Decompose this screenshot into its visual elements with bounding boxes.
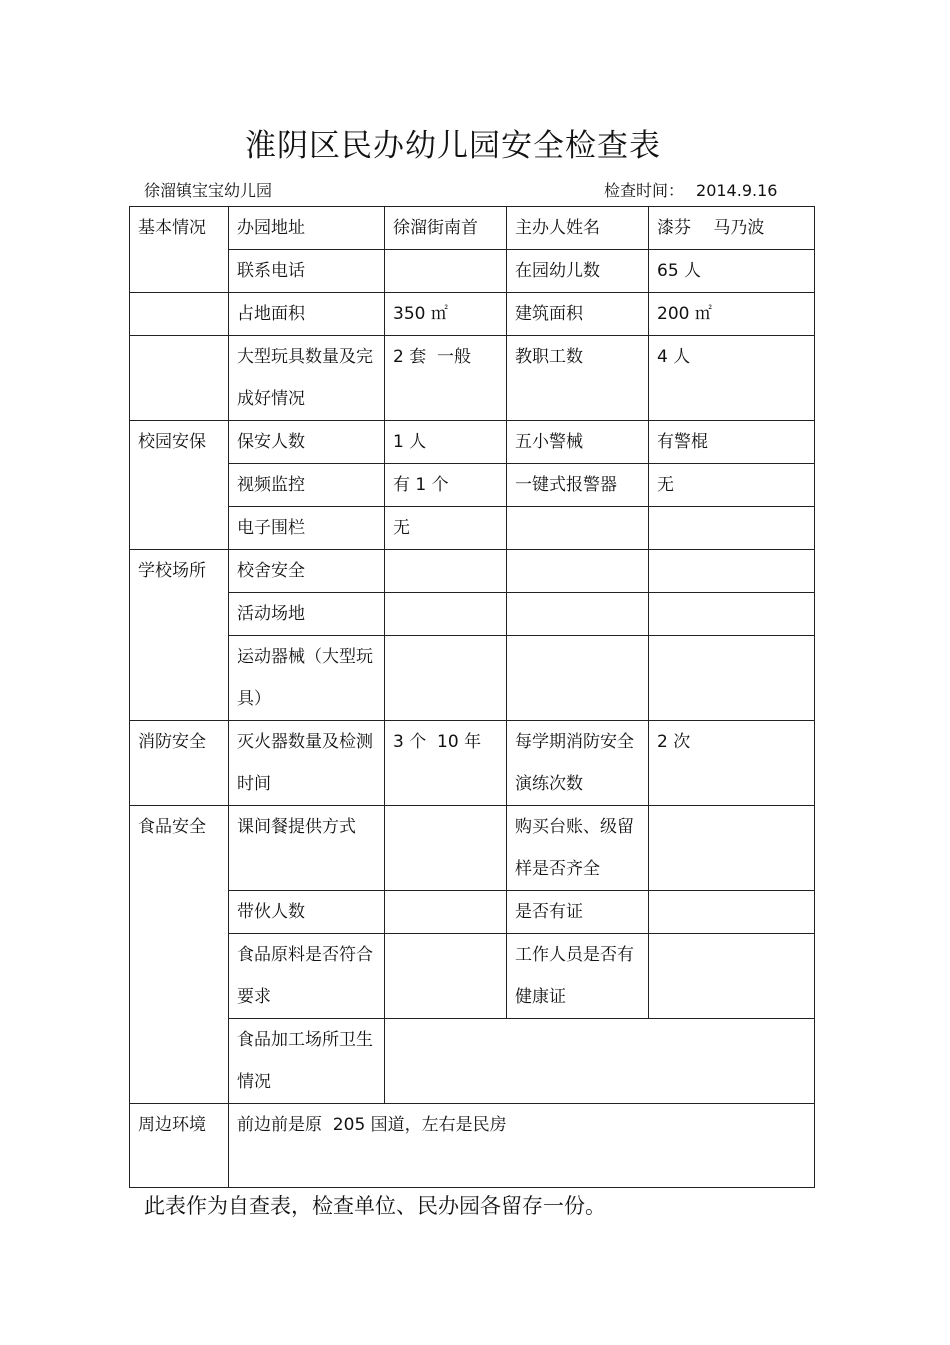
fence-label: 电子围栏 [229,507,385,550]
address-value: 徐溜街南首 [385,207,507,250]
table-row [130,891,815,934]
raw-label: 食品原料是否符合要求 [229,934,385,1019]
table-row [130,1019,815,1104]
blank-cell [385,934,507,1019]
license-label: 是否有证 [507,891,649,934]
table-row [130,636,815,721]
phone-label: 联系电话 [229,250,385,293]
table-row [130,550,815,593]
staff-label: 教职工数 [507,336,649,421]
phone-value [385,250,507,293]
blank-cell [130,336,229,421]
table-row [130,507,815,550]
fence-value: 无 [385,507,507,550]
school-name: 徐溜镇宝宝幼儿园 [144,181,273,200]
building-value: 200 ㎡ [649,293,815,336]
meal-label: 课间餐提供方式 [229,806,385,891]
blank-cell [385,1019,815,1104]
table-row [130,934,815,1019]
blank-cell [507,636,649,721]
table-row [130,293,815,336]
children-label: 在园幼儿数 [507,250,649,293]
owner-value: 漆芬 马乃波 [649,207,815,250]
activity-label: 活动场地 [229,593,385,636]
blank-cell [385,593,507,636]
alarm-value: 无 [649,464,815,507]
section-basic: 基本情况 [130,207,229,293]
section-surroundings: 周边环境 [130,1104,229,1188]
table-row [130,421,815,464]
table-row [130,336,815,421]
extinguisher-value: 3 个 10 年 [385,721,507,806]
building-label: 建筑面积 [507,293,649,336]
surroundings-value: 前边前是原 205 国道，左右是民房 [229,1104,815,1188]
blank-cell [649,507,815,550]
dorm-label: 校舍安全 [229,550,385,593]
blank-cell [385,550,507,593]
check-time-value: 2014.9.16 [696,181,778,200]
children-value: 65 人 [649,250,815,293]
video-label: 视频监控 [229,464,385,507]
inspection-table [129,206,815,1188]
drill-value: 2 次 [649,721,815,806]
table-row [130,721,815,806]
blank-cell [130,293,229,336]
staff-value: 4 人 [649,336,815,421]
police-value: 有警棍 [649,421,815,464]
blank-cell [507,593,649,636]
alarm-label: 一键式报警器 [507,464,649,507]
health-cert-label: 工作人员是否有健康证 [507,934,649,1019]
section-premises: 学校场所 [130,550,229,721]
blank-cell [649,550,815,593]
page-title: 淮阴区民办幼儿园安全检查表 [245,128,661,164]
owner-label: 主办人姓名 [507,207,649,250]
address-label: 办园地址 [229,207,385,250]
equipment-label: 运动器械（大型玩具） [229,636,385,721]
guards-label: 保安人数 [229,421,385,464]
check-time [604,178,777,201]
blank-cell [649,593,815,636]
guards-value: 1 人 [385,421,507,464]
table-row [130,250,815,293]
table-row [130,1104,815,1188]
drill-label: 每学期消防安全演练次数 [507,721,649,806]
section-food: 食品安全 [130,806,229,1104]
check-time-label: 检查时间： [604,181,685,200]
toys-label: 大型玩具数量及完成好情况 [229,336,385,421]
blank-cell [649,806,815,891]
blank-cell [507,507,649,550]
police-label: 五小警械 [507,421,649,464]
table-row [130,806,815,891]
section-fire: 消防安全 [130,721,229,806]
video-value: 有 1 个 [385,464,507,507]
table-row [130,593,815,636]
blank-cell [649,891,815,934]
land-label: 占地面积 [229,293,385,336]
extinguisher-label: 灭火器数量及检测时间 [229,721,385,806]
blank-cell [385,891,507,934]
table-row [130,464,815,507]
land-value: 350 ㎡ [385,293,507,336]
blank-cell [385,806,507,891]
footer-note: 此表作为自查表，检查单位、民办园各留存一份。 [144,1194,606,1218]
blank-cell [507,550,649,593]
hygiene-label: 食品加工场所卫生情况 [229,1019,385,1104]
ledger-label: 购买台账、级留样是否齐全 [507,806,649,891]
blank-cell [649,636,815,721]
toys-value: 2 套 一般 [385,336,507,421]
blank-cell [385,636,507,721]
blank-cell [649,934,815,1019]
table-row [130,207,815,250]
section-security: 校园安保 [130,421,229,550]
boarders-label: 带伙人数 [229,891,385,934]
